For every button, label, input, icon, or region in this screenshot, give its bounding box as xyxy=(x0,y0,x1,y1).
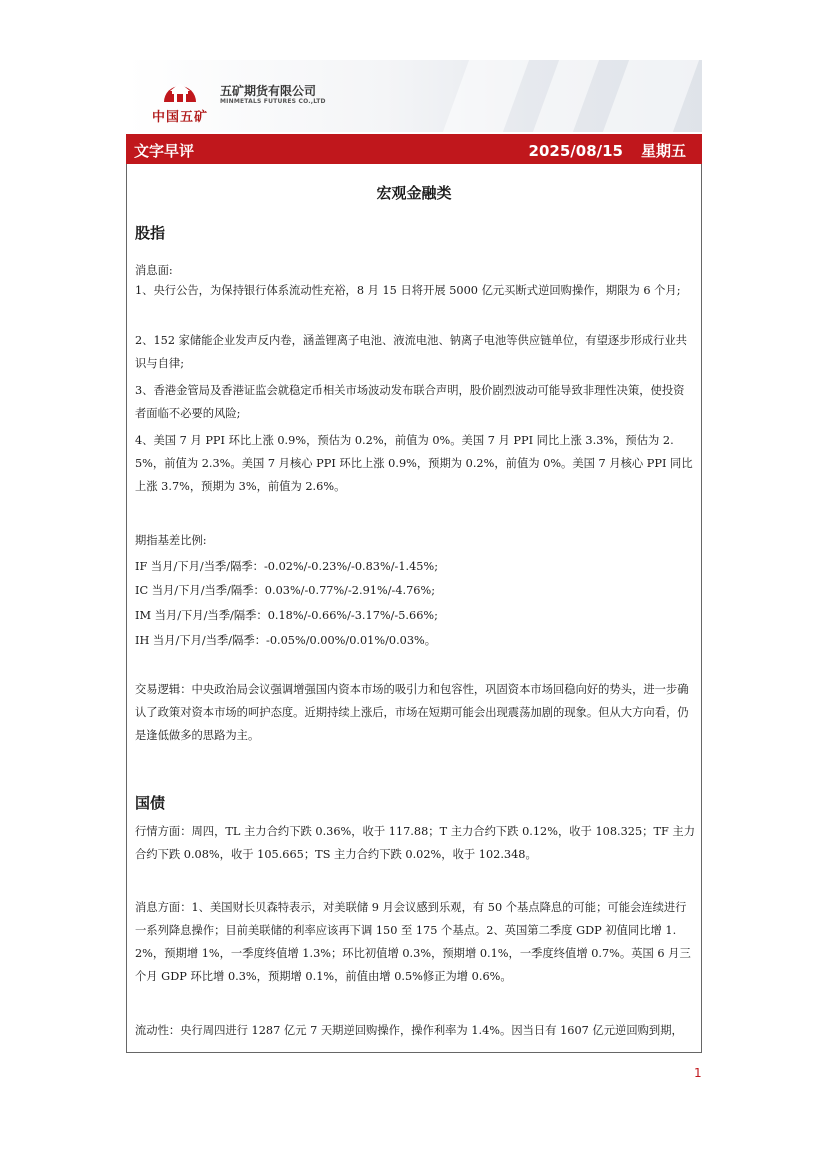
company-name-cn: 五矿期货有限公司 xyxy=(220,84,317,98)
page-number: 1 xyxy=(694,1066,702,1080)
basis-row: IF 当月/下月/当季/隔季：-0.02%/-0.23%/-0.83%/-1.45%; xyxy=(135,560,439,573)
company-name-en: MINMETALS FUTURES CO.,LTD xyxy=(220,98,326,105)
news-label: 消息面: xyxy=(135,264,173,277)
bonds-liquidity: 流动性：央行周四进行 1287 亿元 7 天期逆回购操作，操作利率为 1.4%。因当日有 1607 亿元逆回购到期， xyxy=(135,1024,683,1037)
news-item: 2、152 家储能企业发声反内卷，涵盖锂离子电池、液流电池、钠离子电池等供应链单位，有望逐步形成行业共识与自律; xyxy=(135,334,688,370)
basis-row: IH 当月/下月/当季/隔季：-0.05%/0.00%/0.01%/0.03%。 xyxy=(135,634,437,647)
report-title-bar xyxy=(126,134,702,164)
banner-decoration xyxy=(603,60,699,132)
bonds-market: 行情方面：周四，TL 主力合约下跌 0.36%，收于 117.88；T 主力合约下跌 0.12%，收于 108.325；TF 主力合约下跌 0.08%，收于 105.665；TS 主力合约下跌 0.02%，收于 102.348。 xyxy=(135,825,696,861)
basis-row: IM 当月/下月/当季/隔季：0.18%/-0.66%/-3.17%/-5.66%; xyxy=(135,609,438,622)
trading-logic: 交易逻辑：中央政治局会议强调增强国内资本市场的吸引力和包容性，巩固资本市场回稳向好的势头，进一步确认了政策对资本市场的呵护态度。近期持续上涨后，市场在短期可能会出现震荡加剧的现象。但从大方向看，仍是逢低做多的思路为主。 xyxy=(135,683,689,742)
logo-text: 中国五矿 xyxy=(152,110,209,125)
report-date-block xyxy=(529,140,686,161)
section-title: 宏观金融类 xyxy=(376,184,452,202)
report-date: 2025/08/15 xyxy=(528,142,623,160)
report-type: 文字早评 xyxy=(134,142,195,160)
banner-decoration xyxy=(443,60,529,132)
news-item: 4、美国 7 月 PPI 环比上涨 0.9%，预估为 0.2%，前值为 0%。美国 7 月 PPI 同比上涨 3.3%，预估为 2.5%，前值为 2.3%。美国 7 月核心 PPI 环比上涨 0.9%，预期为 0.2%，前值为 0%。美国 7 月核心 PPI 同比上涨 3.7%，预期为 3%，前值为 2.6%。 xyxy=(135,434,693,493)
basis-row: IC 当月/下月/当季/隔季：0.03%/-0.77%/-2.91%/-4.76%; xyxy=(135,584,436,597)
report-body xyxy=(126,164,702,1053)
basis-label: 期指基差比例: xyxy=(135,534,207,547)
report-weekday: 星期五 xyxy=(640,142,686,160)
bonds-news: 消息方面：1、美国财长贝森特表示，对美联储 9 月会议感到乐观，有 50 个基点降息的可能；可能会连续进行一系列降息操作；目前美联储的利率应该再下调 150 至 175 个基点。2、英国第二季度 GDP 初值同比增 1.2%，预期增 1%，一季度终值增 1.3%；环比初值增 0.3%，预期增 0.1%，一季度终值增 0.7%。英国 6 月三个月 GDP 环比增 0.3%，预期增 0.1%，前值由增 0.5%修正为增 0.6%。 xyxy=(135,901,691,983)
stock-index-heading: 股指 xyxy=(135,224,166,242)
news-item: 3、香港金管局及香港证监会就稳定币相关市场波动发布联合声明，股价剧烈波动可能导致非理性决策，使投资者面临不必要的风险; xyxy=(135,384,685,420)
header-banner xyxy=(126,60,702,132)
bonds-heading: 国债 xyxy=(135,794,166,812)
news-item: 1、央行公告，为保持银行体系流动性充裕，8 月 15 日将开展 5000 亿元买断式逆回购操作，期限为 6 个月; xyxy=(135,284,681,297)
banner-decoration xyxy=(533,60,599,132)
